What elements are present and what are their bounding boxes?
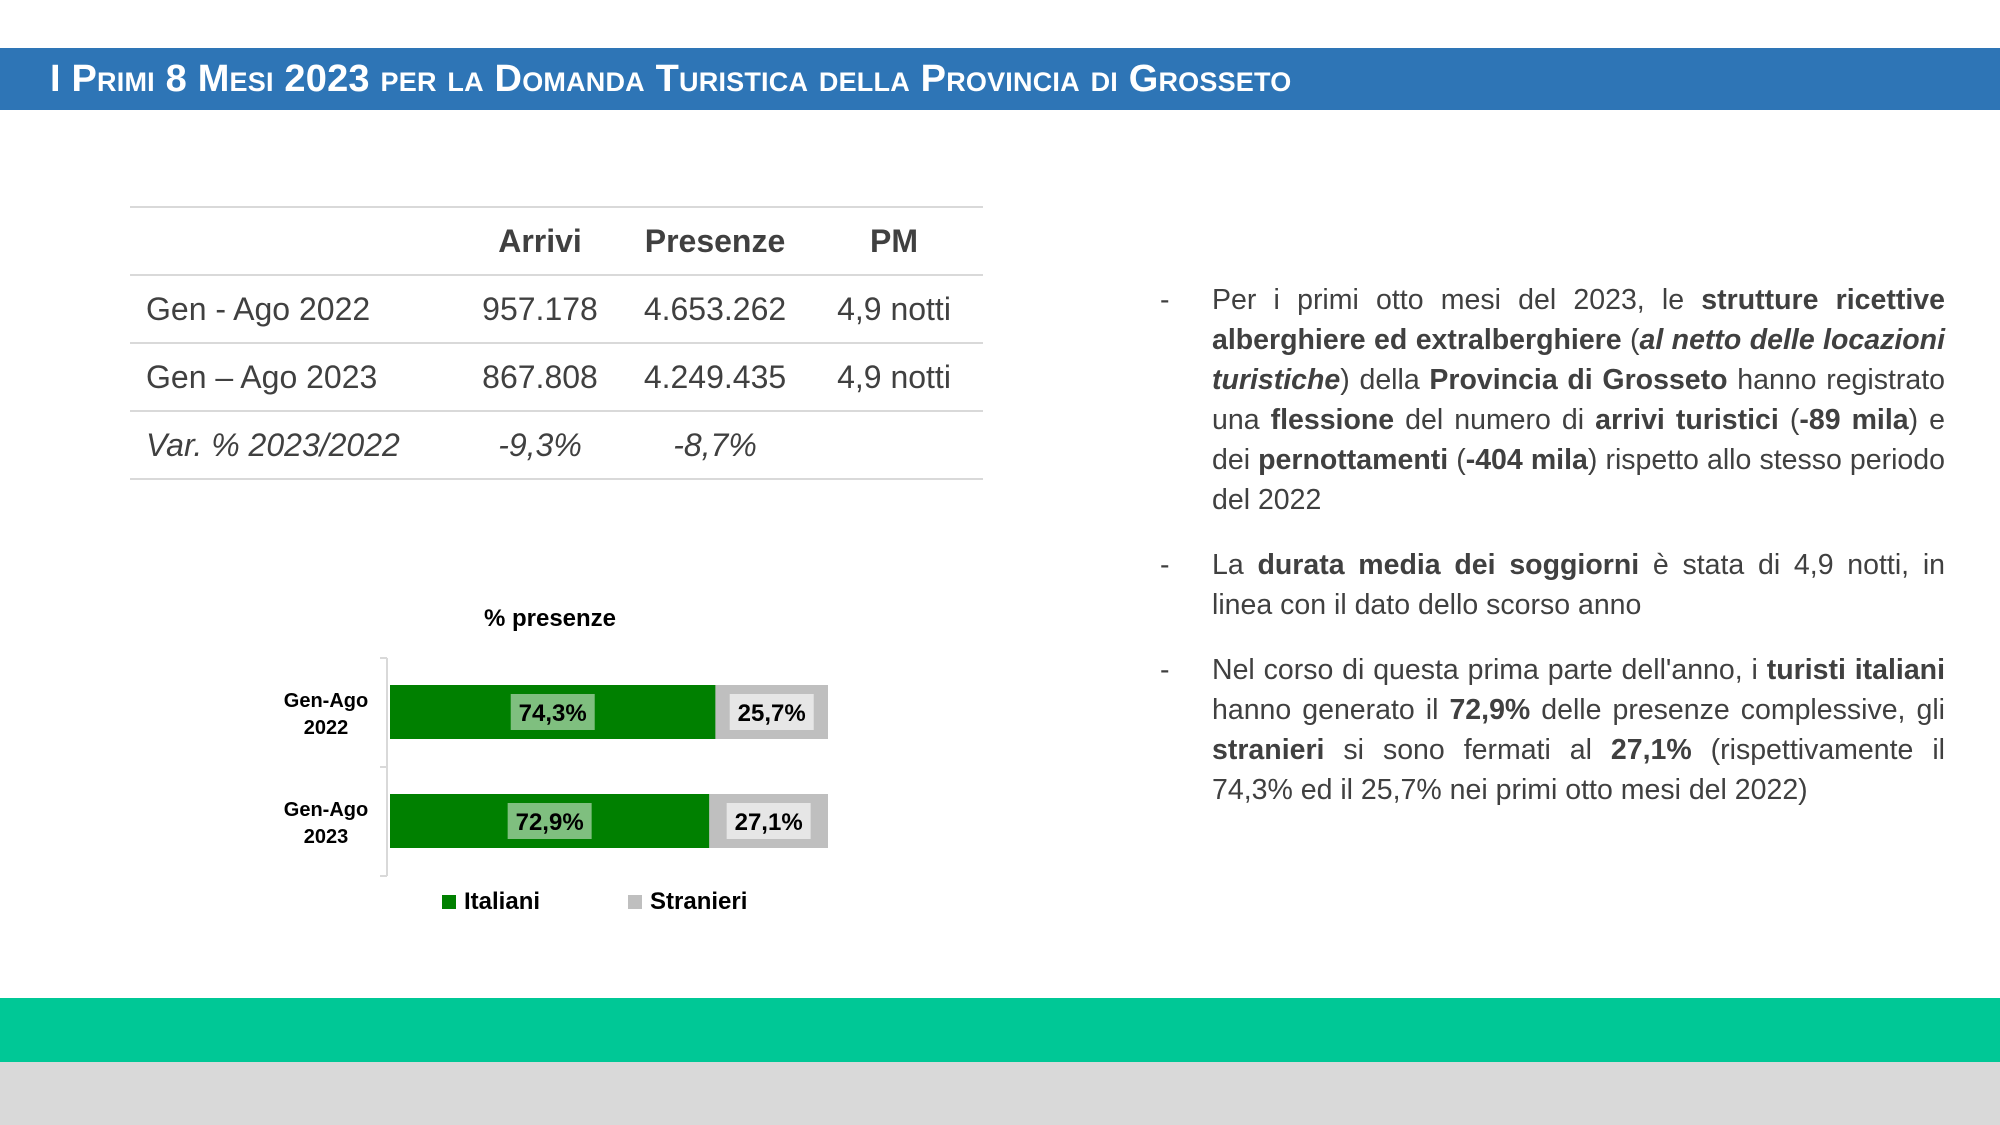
commentary-emphasis: pernottamenti <box>1258 444 1449 476</box>
commentary-run: ) e dei <box>1212 404 1945 476</box>
table-cell: -8,7% <box>625 411 805 479</box>
commentary-run: hanno registrato una <box>1212 364 1945 436</box>
commentary-run: ( <box>1778 404 1800 436</box>
commentary-run: ) rispetto allo stesso periodo del 2022 <box>1212 444 1945 516</box>
legend-swatch-stranieri <box>628 895 642 909</box>
table-header-cell <box>130 207 455 275</box>
data-label: 25,7% <box>737 700 806 727</box>
commentary-emphasis: strutture ricettive alberghiere ed extralberghiere <box>1212 284 1945 356</box>
table-header-cell: Presenze <box>625 207 805 275</box>
table-header-cell: PM <box>805 207 983 275</box>
commentary-emphasis: -404 mila <box>1465 444 1588 476</box>
table-cell <box>805 411 983 479</box>
commentary-run: ) della <box>1340 364 1430 396</box>
table-header-row <box>130 207 983 275</box>
commentary-run: ( <box>1448 444 1466 476</box>
page-title: I Primi 8 Mesi 2023 per la Domanda Turistica della Provincia di Grosseto <box>50 58 1292 100</box>
table-cell: 4.653.262 <box>625 275 805 343</box>
commentary-emphasis: flessione <box>1270 404 1395 436</box>
commentary-run: del numero di <box>1394 404 1596 436</box>
table-cell: Gen - Ago 2022 <box>130 275 455 343</box>
table-cell: -9,3% <box>455 411 625 479</box>
commentary-text <box>1212 650 1945 810</box>
commentary-run: (rispettivamente il 74,3% ed il 25,7% nei primi otto mesi del 2022) <box>1212 734 1945 806</box>
table-cell: 957.178 <box>455 275 625 343</box>
table-row <box>130 411 983 479</box>
commentary-emphasis: Provincia di Grosseto <box>1429 364 1728 396</box>
commentary-text <box>1212 280 1945 520</box>
bullet-dash-icon: - <box>1160 549 1170 581</box>
commentary-emphasis: 27,1% <box>1610 734 1692 766</box>
category-label: Gen-Ago <box>283 690 369 712</box>
data-label: 74,3% <box>518 700 587 727</box>
table-header-cell: Arrivi <box>455 207 625 275</box>
table-cell: 4.249.435 <box>625 343 805 411</box>
commentary-text <box>1212 545 1945 625</box>
legend-entry: Italiani <box>464 888 541 915</box>
table-cell: Gen – Ago 2023 <box>130 343 455 411</box>
footer-band-grey <box>0 1062 2000 1125</box>
table-row <box>130 343 983 411</box>
commentary-list <box>1160 280 1945 835</box>
data-label: 27,1% <box>734 809 803 836</box>
legend-entry: Stranieri <box>650 888 748 915</box>
bullet-dash-icon: - <box>1160 654 1170 686</box>
category-label: Gen-Ago <box>283 799 369 821</box>
legend-swatch-italiani <box>442 895 456 909</box>
commentary-emphasis: arrivi turistici <box>1595 404 1779 436</box>
data-label: 72,9% <box>515 809 584 836</box>
commentary-item <box>1160 650 1945 810</box>
commentary-emphasis: turisti italiani <box>1766 654 1945 686</box>
table-cell: 4,9 notti <box>805 343 983 411</box>
presenze-share-chart <box>270 596 850 926</box>
bullet-dash-icon: - <box>1160 284 1170 316</box>
commentary-run: hanno generato il <box>1212 694 1450 726</box>
table-cell: Var. % 2023/2022 <box>130 411 455 479</box>
footer-band-green <box>0 998 2000 1062</box>
category-label: 2023 <box>303 826 349 848</box>
commentary-run: delle presenze complessive, gli <box>1530 694 1945 726</box>
commentary-run: è stata di 4,9 notti, in linea con il dato dello scorso anno <box>1212 549 1946 621</box>
table-row <box>130 275 983 343</box>
commentary-run: Per i primi otto mesi del 2023, le <box>1212 284 1702 316</box>
commentary-emphasis: al netto delle locazioni turistiche <box>1212 324 1945 396</box>
commentary-emphasis: 72,9% <box>1449 694 1531 726</box>
commentary-emphasis: stranieri <box>1212 734 1325 766</box>
chart-title: % presenze <box>483 605 617 632</box>
commentary-run: ( <box>1621 324 1640 356</box>
commentary-emphasis: -89 mila <box>1799 404 1909 436</box>
table-cell: 4,9 notti <box>805 275 983 343</box>
commentary-item <box>1160 545 1945 625</box>
tourism-data-table <box>130 206 983 480</box>
category-label: 2022 <box>303 717 349 739</box>
commentary-run: Nel corso di questa prima parte dell'anno, i <box>1212 654 1767 686</box>
commentary-emphasis: durata media dei soggiorni <box>1257 549 1640 581</box>
commentary-item <box>1160 280 1945 520</box>
table-cell: 867.808 <box>455 343 625 411</box>
title-bar <box>0 48 2000 110</box>
commentary-run: si sono fermati al <box>1324 734 1611 766</box>
commentary-run: La <box>1212 549 1258 581</box>
